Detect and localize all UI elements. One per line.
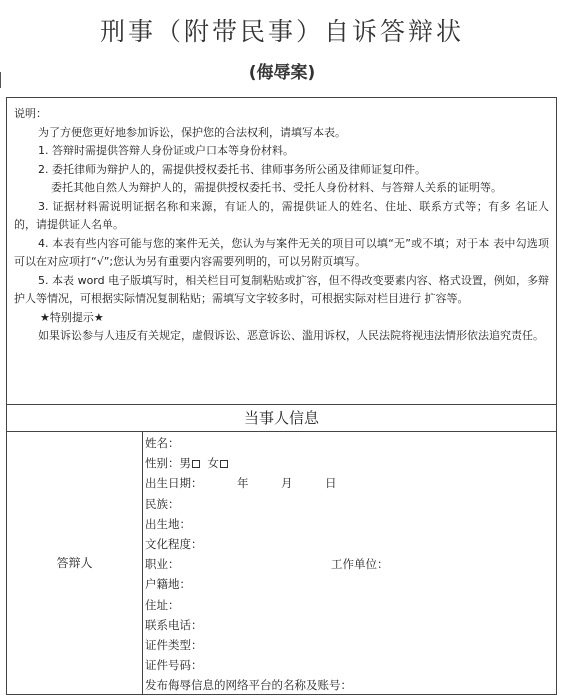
female-checkbox[interactable] bbox=[220, 460, 228, 468]
day-label: 日 bbox=[325, 476, 337, 491]
instruction-item-3: 3. 证据材料需说明证据名称和来源，有证人的，需提供证人的姓名、住址、联系方式等；有多 名证人的，请提供证人名单。 bbox=[14, 199, 549, 231]
respondent-fields bbox=[145, 433, 553, 695]
workplace-label: 工作单位： bbox=[331, 557, 389, 572]
instructions-heading: 说明： bbox=[14, 107, 47, 120]
birth-date-field[interactable] bbox=[145, 473, 553, 493]
ethnicity-label: 民族： bbox=[145, 496, 180, 511]
male-option-label: 男 bbox=[179, 456, 191, 471]
special-notice-title: ★特别提示★ bbox=[40, 310, 104, 324]
id-number-field[interactable] bbox=[145, 655, 553, 675]
gender-label: 性别： bbox=[145, 456, 180, 471]
instruction-item-4: 4. 本表有些内容可能与您的案件无关，您认为与案件无关的项目可以填“无”或不填；对于本 表中勾选项可以在对应项打“√”;您认为另有重要内容需要列明的，可以另附页填写。 bbox=[14, 236, 549, 268]
respondent-label: 答辩人 bbox=[56, 556, 93, 570]
birthplace-label: 出生地： bbox=[145, 516, 191, 531]
special-notice-text: 如果诉讼参与人违反有关规定，虚假诉讼、恶意诉讼、滥用诉权，人民法院将视违法情形依法追究责任。 bbox=[38, 329, 544, 342]
address-field[interactable] bbox=[145, 595, 553, 615]
instruction-item-1: 1. 答辩时需提供答辩人身份证或户口本等身份材料。 bbox=[38, 144, 294, 157]
education-field[interactable] bbox=[145, 534, 553, 554]
instruction-item-2b: 委托其他自然人为辩护人的，需提供授权委托书、受托人身份材料、与答辩人关系的证明等。 bbox=[51, 181, 502, 194]
phone-label: 联系电话： bbox=[145, 617, 203, 632]
household-field[interactable] bbox=[145, 574, 553, 594]
occupation-field[interactable] bbox=[145, 554, 553, 574]
document-subtitle: (侮辱案) bbox=[248, 63, 316, 83]
margin-mark bbox=[0, 72, 1, 88]
party-info-heading: 当事人信息 bbox=[7, 404, 556, 432]
id-type-label: 证件类型： bbox=[145, 637, 203, 652]
instruction-item-2: 2. 委托律师为辩护人的，需提供授权委托书、律师事务所公函及律师证复印件。 bbox=[38, 162, 426, 176]
document-title: 刑事（附带民事）自诉答辩状 bbox=[99, 17, 464, 46]
male-checkbox[interactable] bbox=[192, 460, 200, 468]
instructions-block bbox=[7, 98, 556, 404]
birthplace-field[interactable] bbox=[145, 514, 553, 534]
ethnicity-field[interactable] bbox=[145, 494, 553, 514]
occupation-label: 职业： bbox=[145, 557, 180, 572]
name-label: 姓名： bbox=[145, 436, 180, 450]
id-type-field[interactable] bbox=[145, 635, 553, 655]
instruction-item-5: 5. 本表 word 电子版填写时，相关栏目可复制粘贴或扩容，但不得改变要素内容、格式设置，例如，多辩护人等情况，可根据实际情况复制粘贴；需填写文字较多时，可根据实际对栏目进行 扩容等。 bbox=[14, 273, 549, 305]
birth-date-label: 出生日期： bbox=[145, 476, 203, 491]
name-field[interactable] bbox=[145, 433, 553, 453]
household-label: 户籍地： bbox=[145, 577, 191, 592]
education-label: 文化程度： bbox=[145, 536, 203, 551]
form-table bbox=[6, 97, 557, 695]
address-label: 住址： bbox=[145, 597, 180, 612]
platform-account-label: 发布侮辱信息的网络平台的名称及账号： bbox=[145, 678, 352, 693]
platform-account-field[interactable] bbox=[145, 675, 553, 695]
year-label: 年 bbox=[237, 476, 249, 491]
respondent-label-cell bbox=[7, 431, 143, 694]
id-number-label: 证件号码： bbox=[145, 658, 203, 673]
instructions-intro: 为了方便您更好地参加诉讼，保护您的合法权利，请填写本表。 bbox=[38, 125, 346, 139]
female-option-label: 女 bbox=[207, 456, 219, 471]
month-label: 月 bbox=[281, 476, 293, 491]
gender-field bbox=[145, 453, 553, 473]
phone-field[interactable] bbox=[145, 615, 553, 635]
